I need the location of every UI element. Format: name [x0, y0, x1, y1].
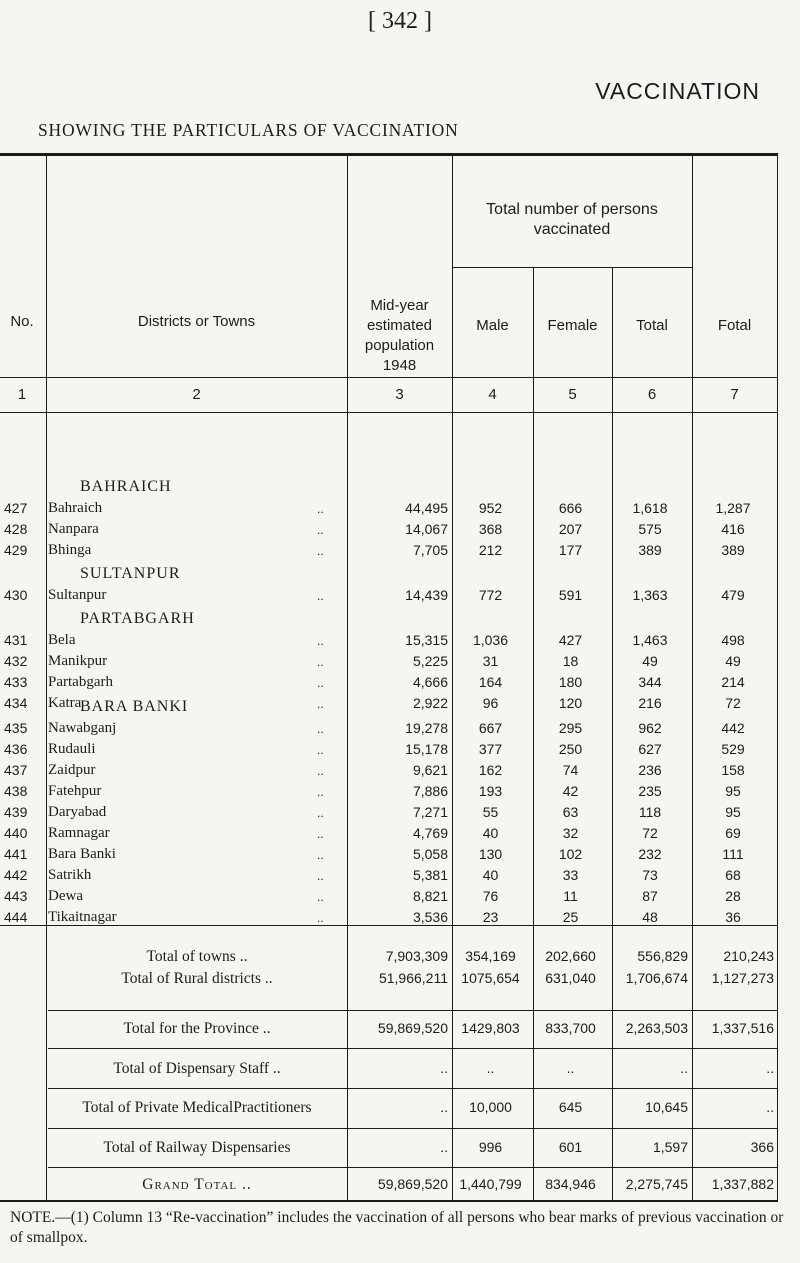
subheader-rule — [452, 267, 692, 268]
total-male: 1075,654 — [461, 970, 520, 986]
row-name: Bahraich — [48, 500, 103, 516]
page-subtitle: SHOWING THE PARTICULARS OF VACCINATION — [38, 120, 459, 140]
row-population: 15,315 — [405, 632, 448, 648]
row-col7: 69 — [725, 825, 741, 841]
row-population: 19,278 — [405, 720, 448, 736]
row-female: 74 — [562, 762, 579, 778]
row-total: 236 — [638, 762, 662, 778]
total-label: Grand Total .. — [142, 1176, 252, 1193]
total-female: 601 — [558, 1139, 583, 1155]
row-name: Bara Banki — [48, 846, 116, 862]
row-population: 15,178 — [405, 741, 448, 757]
row-total: 1,363 — [632, 587, 668, 603]
header-no: No. — [10, 313, 34, 330]
row-total: 1,618 — [632, 500, 668, 516]
body-end-rule — [0, 925, 778, 926]
row-female: 427 — [558, 632, 583, 648]
row-col7: 95 — [725, 804, 741, 820]
row-number: 427 — [4, 500, 28, 516]
total-female: .. — [566, 1060, 575, 1076]
total-label: Total of towns .. — [146, 948, 248, 965]
row-male: 164 — [478, 674, 503, 690]
group-heading: BAHRAICH — [80, 478, 172, 495]
row-name: Partabgarh — [48, 674, 113, 690]
header-female: Female — [547, 317, 598, 334]
row-total: 118 — [638, 804, 662, 820]
header-districts: Districts or Towns — [137, 313, 256, 330]
total-label: Total of Dispensary Staff .. — [113, 1060, 281, 1077]
row-male: 1,036 — [472, 632, 509, 648]
row-name: Fatehpur — [48, 783, 102, 799]
leader-dots: .. — [317, 764, 324, 778]
total-female: 202,660 — [545, 948, 596, 964]
row-col7: 479 — [721, 587, 745, 603]
row-total: 1,463 — [632, 632, 668, 648]
row-col7: 36 — [725, 909, 741, 925]
row-female: 666 — [558, 500, 583, 516]
row-total: 48 — [642, 909, 658, 925]
column-number: 2 — [192, 386, 201, 403]
row-total: 344 — [638, 674, 662, 690]
row-name: Bhinga — [48, 542, 92, 558]
row-name: Satrikh — [48, 867, 92, 883]
row-name: Dewa — [48, 888, 83, 904]
row-male: 55 — [482, 804, 499, 820]
row-female: 295 — [558, 720, 583, 736]
leader-dots: .. — [317, 502, 324, 516]
total-total: 1,597 — [652, 1139, 688, 1155]
row-male: 96 — [482, 695, 499, 711]
group-heading: PARTABGARH — [80, 610, 195, 627]
row-number: 436 — [4, 741, 28, 757]
row-number: 432 — [4, 653, 28, 669]
row-male: 212 — [478, 542, 503, 558]
header-population-line: estimated — [366, 317, 433, 334]
row-col7: 389 — [721, 542, 745, 558]
total-population: 51,966,211 — [378, 970, 448, 986]
leader-dots: .. — [317, 697, 324, 711]
leader-dots: .. — [317, 869, 324, 883]
row-population: 5,225 — [412, 653, 448, 669]
row-col7: 214 — [721, 674, 745, 690]
row-population: 14,067 — [405, 521, 448, 537]
total-population: .. — [440, 1139, 448, 1155]
total-col7: .. — [766, 1060, 774, 1076]
leader-dots: .. — [317, 827, 324, 841]
row-population: 8,821 — [412, 888, 448, 904]
row-total: 627 — [638, 741, 662, 757]
row-col7: 416 — [721, 521, 745, 537]
row-total: 962 — [638, 720, 662, 736]
header-male: Male — [476, 317, 509, 334]
total-total: 2,263,503 — [625, 1020, 688, 1036]
total-female: 645 — [558, 1099, 583, 1115]
total-total: 2,275,745 — [625, 1176, 688, 1192]
leader-dots: .. — [317, 589, 324, 603]
row-number: 440 — [4, 825, 28, 841]
total-col7: 1,127,273 — [711, 970, 774, 986]
row-name: Sultanpur — [48, 587, 107, 603]
total-male: 1429,803 — [461, 1020, 520, 1036]
total-male: .. — [486, 1060, 495, 1076]
leader-dots: .. — [317, 634, 324, 648]
table-top-rule — [0, 153, 778, 156]
header-population-line: population — [364, 337, 435, 354]
row-female: 25 — [562, 909, 579, 925]
row-name: Zaidpur — [48, 762, 96, 778]
row-male: 377 — [478, 741, 503, 757]
total-label: Total of Rural districts .. — [121, 970, 273, 987]
row-name: Manikpur — [48, 653, 108, 669]
total-female: 631,040 — [545, 970, 596, 986]
total-total: .. — [680, 1060, 688, 1076]
footnote: NOTE.—(1) Column 13 “Re-vaccination” includes the vaccination of all persons who bear marks of previous vaccination or of smallpox. — [10, 1209, 784, 1246]
leader-dots: .. — [317, 806, 324, 820]
leader-dots: .. — [317, 676, 324, 690]
row-number: 441 — [4, 846, 28, 862]
column-number: 7 — [730, 386, 739, 403]
total-label: Total for the Province .. — [123, 1020, 271, 1037]
row-female: 32 — [562, 825, 579, 841]
row-total: 235 — [638, 783, 662, 799]
row-number: 442 — [4, 867, 28, 883]
column-number: 5 — [568, 386, 577, 403]
row-col7: 1,287 — [715, 500, 751, 516]
row-total: 575 — [638, 521, 662, 537]
row-total: 73 — [642, 867, 658, 883]
row-female: 120 — [558, 695, 583, 711]
header-total: Total — [636, 317, 668, 334]
row-population: 44,495 — [405, 500, 448, 516]
totals-rule-1 — [48, 1010, 778, 1011]
total-total: 10,645 — [645, 1099, 688, 1115]
row-number: 429 — [4, 542, 28, 558]
row-number: 438 — [4, 783, 28, 799]
row-male: 31 — [482, 653, 499, 669]
row-col7: 68 — [725, 867, 741, 883]
row-population: 7,705 — [412, 542, 448, 558]
row-female: 177 — [558, 542, 583, 558]
row-col7: 72 — [725, 695, 741, 711]
total-col7: 1,337,882 — [711, 1176, 774, 1192]
row-name: Daryabad — [48, 804, 107, 820]
row-male: 952 — [478, 500, 503, 516]
row-name: Bela — [48, 632, 76, 648]
row-number: 439 — [4, 804, 28, 820]
col-rule-7 — [777, 156, 778, 1200]
leader-dots: .. — [317, 785, 324, 799]
row-col7: 442 — [721, 720, 745, 736]
total-col7: 366 — [750, 1139, 774, 1155]
row-number: 430 — [4, 587, 28, 603]
row-female: 207 — [558, 521, 583, 537]
total-population: 59,869,520 — [377, 1176, 448, 1192]
total-population: .. — [440, 1060, 448, 1076]
row-population: 7,271 — [412, 804, 448, 820]
row-male: 193 — [478, 783, 503, 799]
row-population: 3,536 — [412, 909, 448, 925]
row-male: 772 — [478, 587, 503, 603]
row-total: 87 — [642, 888, 658, 904]
row-male: 130 — [478, 846, 503, 862]
total-population: 7,903,309 — [385, 948, 448, 964]
total-col7: .. — [766, 1099, 774, 1115]
total-population: .. — [440, 1099, 448, 1115]
row-number: 434 — [4, 695, 28, 711]
row-male: 667 — [478, 720, 503, 736]
total-col7: 210,243 — [723, 948, 774, 964]
row-number: 437 — [4, 762, 28, 778]
row-total: 49 — [642, 653, 658, 669]
row-male: 368 — [478, 521, 503, 537]
total-label: Total of Railway Dispensaries — [103, 1139, 291, 1156]
total-male: 996 — [478, 1139, 503, 1155]
row-female: 591 — [558, 587, 583, 603]
row-col7: 111 — [722, 846, 744, 862]
row-female: 18 — [562, 653, 579, 669]
row-number: 433 — [4, 674, 28, 690]
row-total: 232 — [638, 846, 662, 862]
row-population: 4,666 — [412, 674, 448, 690]
row-total: 72 — [642, 825, 658, 841]
header-total-group — [452, 200, 692, 240]
row-male: 76 — [482, 888, 499, 904]
total-col7: 1,337,516 — [711, 1020, 774, 1036]
leader-dots: .. — [317, 848, 324, 862]
row-female: 102 — [558, 846, 583, 862]
row-female: 42 — [562, 783, 579, 799]
row-female: 63 — [562, 804, 579, 820]
page-title: VACCINATION — [595, 78, 760, 104]
column-number: 1 — [17, 386, 27, 403]
row-female: 11 — [563, 888, 578, 904]
row-total: 389 — [638, 542, 662, 558]
leader-dots: .. — [317, 523, 324, 537]
row-female: 33 — [562, 867, 579, 883]
header-population-line: 1948 — [382, 357, 417, 374]
row-population: 2,922 — [412, 695, 448, 711]
row-population: 7,886 — [412, 783, 448, 799]
leader-dots: .. — [317, 722, 324, 736]
totals-rule-2 — [48, 1048, 778, 1049]
row-population: 14,439 — [405, 587, 448, 603]
row-male: 162 — [478, 762, 503, 778]
total-total: 556,829 — [637, 948, 688, 964]
row-name: Nanpara — [48, 521, 99, 537]
row-number: 443 — [4, 888, 28, 904]
totals-rule-5 — [48, 1167, 778, 1168]
row-male: 23 — [482, 909, 499, 925]
row-name: Katra — [48, 695, 82, 711]
totals-rule-3 — [48, 1088, 778, 1089]
row-number: 431 — [4, 632, 28, 648]
colnum-rule — [0, 412, 778, 413]
row-col7: 28 — [725, 888, 741, 904]
row-number: 435 — [4, 720, 28, 736]
leader-dots: .. — [317, 911, 324, 925]
row-col7: 529 — [721, 741, 745, 757]
row-name: Nawabganj — [48, 720, 117, 736]
total-total: 1,706,674 — [625, 970, 688, 986]
column-number: 3 — [395, 386, 404, 403]
column-number: 6 — [647, 386, 657, 403]
row-number: 428 — [4, 521, 28, 537]
row-female: 180 — [558, 674, 583, 690]
leader-dots: .. — [317, 743, 324, 757]
row-total: 216 — [638, 695, 662, 711]
row-col7: 158 — [721, 762, 745, 778]
table-bottom-rule — [0, 1200, 778, 1202]
leader-dots: .. — [317, 655, 324, 669]
row-population: 5,058 — [412, 846, 448, 862]
row-female: 250 — [558, 741, 583, 757]
row-col7: 49 — [725, 653, 741, 669]
header-rule — [0, 377, 778, 378]
leader-dots: .. — [317, 544, 324, 558]
header-population — [347, 296, 452, 376]
total-population: 59,869,520 — [377, 1020, 448, 1036]
group-heading: SULTANPUR — [80, 565, 181, 582]
total-female: 833,700 — [545, 1020, 596, 1036]
row-male: 40 — [482, 867, 499, 883]
totals-rule-4 — [48, 1128, 778, 1129]
total-male: 354,169 — [465, 948, 516, 964]
column-number: 4 — [488, 386, 497, 403]
total-female: 834,946 — [545, 1176, 596, 1192]
total-label: Total of Private MedicalPractitioners — [82, 1099, 312, 1116]
row-population: 9,621 — [412, 762, 448, 778]
group-heading: BARA BANKI — [80, 698, 189, 715]
row-male: 40 — [482, 825, 499, 841]
leader-dots: .. — [317, 890, 324, 904]
header-total-group-line: Total number of persons — [486, 201, 658, 218]
row-population: 4,769 — [412, 825, 448, 841]
row-number: 444 — [4, 909, 28, 925]
row-col7: 498 — [721, 632, 745, 648]
row-col7: 95 — [725, 783, 741, 799]
row-name: Tikaitnagar — [48, 909, 117, 925]
total-male: 1,440,799 — [459, 1176, 522, 1192]
row-name: Rudauli — [48, 741, 96, 757]
header-col7: Fotal — [717, 317, 752, 334]
header-population-line: Mid-year — [370, 297, 429, 314]
header-total-group-line: vaccinated — [533, 221, 611, 238]
page-number: [ 342 ] — [368, 8, 432, 34]
row-population: 5,381 — [412, 867, 448, 883]
total-male: 10,000 — [469, 1099, 512, 1115]
row-name: Ramnagar — [48, 825, 110, 841]
